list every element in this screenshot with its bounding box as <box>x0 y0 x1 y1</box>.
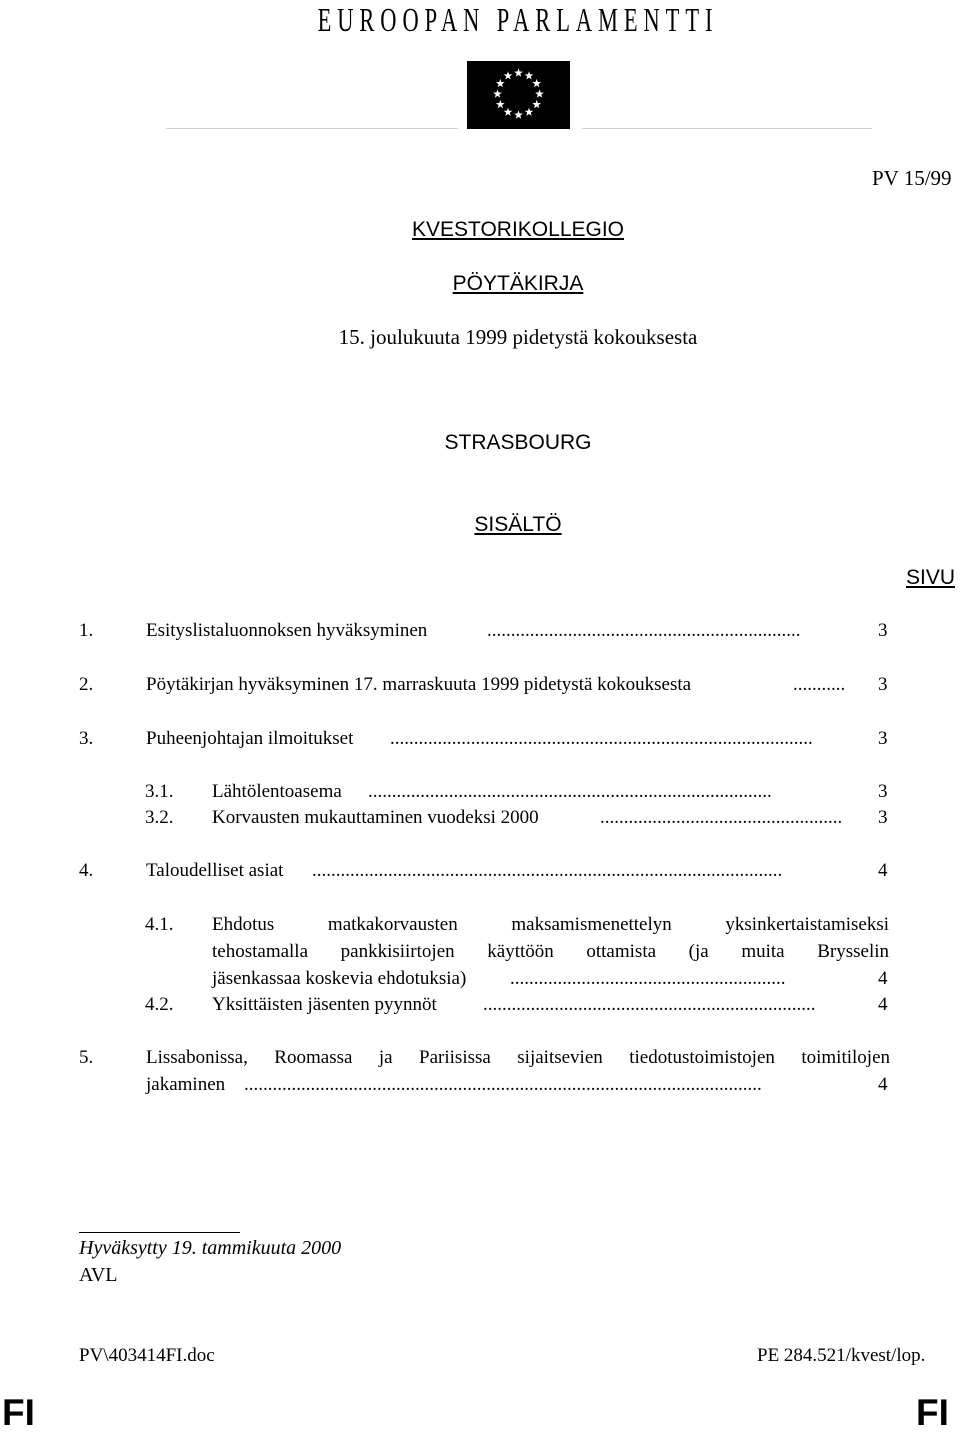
approval-abbreviation: AVL <box>79 1264 118 1286</box>
toc-page: 3 <box>878 807 888 828</box>
toc-number: 1. <box>79 620 94 641</box>
toc-title: Korvausten mukauttaminen vuodeksi 2000 <box>212 807 539 828</box>
toc-item <box>79 914 894 994</box>
toc-leader: ................................................... <box>600 807 843 828</box>
toc-number: 4.2. <box>145 994 174 1015</box>
committee-title: KVESTORIKOLLEGIO <box>411 218 625 241</box>
toc-leader: ............................................................................................................. <box>244 1074 762 1095</box>
star-icon <box>514 68 523 76</box>
toc-leader: ..................................................................................... <box>368 781 772 802</box>
toc-number: 5. <box>79 1047 94 1068</box>
star-icon <box>496 100 505 108</box>
toc-page: 3 <box>878 620 888 641</box>
header-rule-left <box>166 128 458 129</box>
language-code-left: FI <box>2 1392 35 1433</box>
approval-rule <box>79 1232 240 1233</box>
document-reference: PV 15/99 <box>872 166 952 190</box>
toc-title-line: jäsenkassaa koskevia ehdotuksia) <box>212 968 467 989</box>
toc-number: 3.1. <box>145 781 174 802</box>
meeting-date: 15. joulukuuta 1999 pidetystä kokouksesta <box>338 325 698 349</box>
toc-title: Lähtölentoasema <box>212 781 342 802</box>
star-icon <box>525 71 534 79</box>
star-icon <box>532 100 541 108</box>
header-rule-right <box>582 128 872 129</box>
toc-leader: ......................................................................................... <box>390 728 813 749</box>
institution-title: EUROOPAN PARLAMENTTI <box>317 2 719 39</box>
star-icon <box>514 110 523 118</box>
toc-title-line: jakaminen <box>146 1074 226 1095</box>
toc-title: Puheenjohtajan ilmoitukset <box>146 728 354 749</box>
toc-leader: .................................................................. <box>487 620 801 641</box>
language-code-right: FI <box>916 1392 949 1433</box>
star-icon <box>535 89 544 97</box>
pe-reference: PE 284.521/kvest/lop. <box>757 1345 926 1366</box>
contents-heading: SISÄLTÖ <box>474 513 562 536</box>
toc-leader: ................................................................................................... <box>312 860 783 881</box>
toc-number: 4.1. <box>145 914 174 935</box>
star-icon <box>532 79 541 87</box>
document-type: PÖYTÄKIRJA <box>452 272 584 295</box>
toc-title-line: Ehdotus matkakorvausten maksamismenettelyn yksinkertaistamiseksi <box>212 914 889 935</box>
toc-item <box>79 1047 894 1101</box>
star-icon <box>504 71 513 79</box>
eu-flag-icon <box>467 61 570 129</box>
toc-title: Taloudelliset asiat <box>146 860 284 881</box>
toc-number: 3.2. <box>145 807 174 828</box>
star-icon <box>525 108 534 116</box>
star-icon <box>493 89 502 97</box>
toc-number: 3. <box>79 728 94 749</box>
toc-number: 2. <box>79 674 94 695</box>
toc-page: 4 <box>878 994 888 1015</box>
star-icon <box>504 108 513 116</box>
toc-page: 4 <box>878 1074 888 1095</box>
toc-number: 4. <box>79 860 94 881</box>
toc-title-line: tehostamalla pankkisiirtojen käyttöön ottamista (ja muita Brysselin <box>212 941 889 962</box>
toc-page: 3 <box>878 781 888 802</box>
toc-page: 4 <box>878 968 888 989</box>
toc-leader: ...................................................................... <box>483 994 816 1015</box>
toc-title: Esityslistaluonnoksen hyväksyminen <box>146 620 428 641</box>
page-column-heading: SIVU <box>906 566 956 589</box>
toc-title: Yksittäisten jäsenten pyynnöt <box>212 994 437 1015</box>
approval-date: Hyväksytty 19. tammikuuta 2000 <box>79 1237 342 1259</box>
meeting-place: STRASBOURG <box>444 431 592 454</box>
toc-page: 3 <box>878 674 888 695</box>
toc-leader: .......................................................... <box>510 968 786 989</box>
toc-page: 3 <box>878 728 888 749</box>
star-icon <box>496 79 505 87</box>
toc-title-line: Lissabonissa, Roomassa ja Pariisissa sijaitsevien tiedotustoimistojen toimitilojen <box>146 1047 890 1068</box>
toc-title: Pöytäkirjan hyväksyminen 17. marraskuuta 1999 pidetystä kokouksesta <box>146 674 692 695</box>
file-name: PV\403414FI.doc <box>79 1345 215 1366</box>
toc-page: 4 <box>878 860 888 881</box>
toc-leader: ........... <box>793 674 846 695</box>
